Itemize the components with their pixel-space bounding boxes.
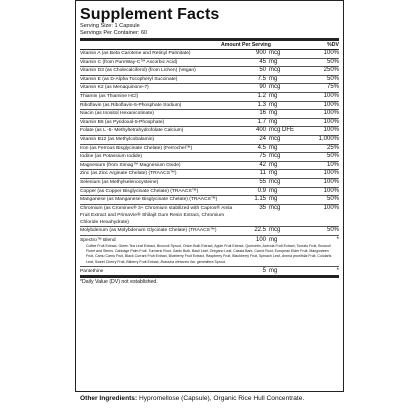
nutrient-row	[80, 188, 339, 197]
amount-header: Amount Per Serving	[221, 42, 271, 48]
spectro-dv: *	[336, 236, 339, 243]
nutrient-rows	[80, 50, 339, 236]
nutrient-name: Zinc (as Zinc Arginate Chelate) (TRAACS™)	[80, 171, 177, 177]
nutrient-value: 400	[255, 127, 266, 134]
nutrient-row	[80, 50, 339, 59]
nutrient-value: 7.5	[257, 75, 266, 82]
nutrient-name: Copper (as Copper Bisglycinate Chelate) (TRAACS™)	[80, 188, 199, 194]
nutrient-row	[80, 93, 339, 102]
nutrient-dv: 100%	[323, 178, 339, 185]
nutrient-name: Folate (as L -5- Methyltetrahydrofolate Calcium)	[80, 128, 184, 134]
nutrient-value: 24	[259, 135, 266, 142]
nutrient-name: Iron (as Ferrous Bisglycinate Chelate) (Ferrochel™)	[80, 145, 193, 151]
nutrient-value: 90	[259, 84, 266, 91]
nutrient-name: Magnesium (from Simag™ Magnesium Oxide)	[80, 162, 181, 168]
ingredients-text-mid: Fruit, Cololarts Leaf, Sweet Cherry Fruit, Bilberry Fruit Extract,	[86, 254, 332, 264]
nutrient-unit: mcg	[269, 67, 281, 74]
nutrient-dv: 100%	[323, 170, 339, 177]
ingredients-italic-brassica: Brassica oleracea	[160, 259, 189, 264]
nutrient-dv: 1,000%	[318, 135, 339, 142]
nutrient-row	[80, 119, 339, 128]
nutrient-dv: 100%	[323, 187, 339, 194]
nutrient-dv: 100%	[323, 110, 339, 117]
nutrient-dv: 25%	[326, 144, 339, 151]
nutrient-unit: mcg DFE	[269, 127, 295, 134]
nutrient-value: 45	[259, 58, 266, 65]
nutrient-dv: 10%	[326, 161, 339, 168]
panel-title: Supplement Facts	[80, 6, 220, 23]
nutrient-row	[80, 136, 339, 145]
nutrient-value: 42	[259, 161, 266, 168]
nutrient-row	[80, 127, 339, 136]
ingredients-text-end: Var. gemmifera Sprout.	[188, 259, 226, 264]
nutrient-unit: mg	[269, 196, 278, 203]
nutrient-unit: mg	[269, 101, 278, 108]
nutrient-dv: 50%	[326, 58, 339, 65]
nutrient-unit: mcg	[269, 227, 281, 234]
nutrient-row	[80, 196, 339, 205]
nutrient-unit: mg	[269, 75, 278, 82]
nutrient-value: 16	[259, 110, 266, 117]
nutrient-row	[80, 59, 339, 68]
spectro-blend-row	[80, 236, 339, 244]
spectro-name: Spectro™ Blend	[80, 237, 116, 243]
nutrient-value: 1.7	[257, 118, 266, 125]
nutrient-value: 1.15	[254, 196, 266, 203]
nutrient-value: 11	[259, 170, 266, 177]
servings-per-container: Servings Per Container: 60	[80, 30, 148, 36]
nutrient-name: Thiamin (as Thiamine HCl)	[80, 93, 139, 99]
nutrient-value: 22.5	[254, 227, 266, 234]
nutrient-unit: mg	[269, 144, 278, 151]
column-header	[80, 41, 339, 50]
nutrient-row	[80, 162, 339, 171]
ingredients-italic-aronia: Aronia prunifolia	[281, 254, 308, 259]
pantethine-name: Pantethine	[80, 268, 104, 274]
nutrient-unit: mcg	[269, 153, 281, 160]
spectro-unit: mg	[269, 236, 278, 243]
nutrient-value: 75	[259, 153, 266, 160]
spectro-value: 100	[255, 236, 266, 243]
pantethine-unit: mg	[269, 267, 278, 274]
nutrient-dv: 100%	[323, 101, 339, 108]
nutrient-name: Vitamin K2 (as Menaquinone-7)	[80, 85, 149, 91]
nutrient-row	[80, 84, 339, 93]
nutrient-unit: mcg	[269, 50, 281, 56]
nutrient-name: Niacin (as Inositol Hexanicotinate)	[80, 111, 154, 117]
nutrient-value: 4.5	[257, 144, 266, 151]
nutrient-unit: mg	[269, 170, 278, 177]
nutrient-value: 35	[259, 204, 266, 211]
nutrient-row	[80, 153, 339, 162]
nutrient-dv: 75%	[326, 84, 339, 91]
nutrient-dv: 100%	[323, 92, 339, 99]
pantethine-row	[80, 267, 339, 279]
nutrient-name: Riboflavin (as Riboflavin-5-Phosphate Sodium)	[80, 102, 182, 108]
nutrient-unit: mcg	[269, 84, 281, 91]
nutrient-name: Vitamin D3 (as Cholecalciferol) (from Lichen) (Vegan)	[80, 68, 196, 74]
nutrient-name: Vitamin C (from PureWay-C™ Ascorbic Acid)	[80, 59, 178, 65]
footnote: *Daily Value (DV) not established.	[80, 279, 158, 286]
nutrient-row	[80, 170, 339, 179]
nutrient-name: Vitamin B12 (as Methylcobalamin)	[80, 136, 155, 142]
dv-header: %DV	[327, 42, 339, 48]
nutrient-unit: mg	[269, 58, 278, 65]
nutrient-unit: mg	[269, 118, 278, 125]
ingredients-text: Coffee Fruit Extract, Green Tea Leaf Extract, Broccoli Sprout, Onion Bulb Extract, Apple Fruit Extract, Quercetin, Acerola Fruit Extract, Tomato Fruit, Broccoli Floret and Stems, Cabbage Palm Fruit, Turmeric Root, Garlic Bulb, Basil Leaf, Oregano Leaf, Cassia Bark, Carrot Root, European Elder Fruit, Mangosteen Fruit, Camu Camu Fruit, Black Currant Fruit Extract, Blueberry Fruit Extract, Raspberry Fruit, Blackberry Fruit, Spinach Leaf,	[86, 243, 331, 259]
pantethine-value: 5	[262, 267, 266, 274]
other-ingredients	[80, 395, 350, 403]
nutrient-row	[80, 227, 339, 236]
nutrient-row	[80, 67, 339, 76]
nutrient-value: 55	[259, 178, 266, 185]
nutrient-unit: mg	[269, 92, 278, 99]
nutrient-dv: 100%	[323, 127, 339, 134]
nutrient-name: Manganese (as Manganese Bisglycinate Chelate) (TRAACS™)	[80, 197, 218, 203]
nutrient-dv: 100%	[323, 118, 339, 125]
nutrient-dv: 50%	[326, 153, 339, 160]
nutrient-value: 1.3	[257, 101, 266, 108]
nutrient-row	[80, 102, 339, 111]
pantethine-dv: *	[336, 267, 339, 274]
nutrient-dv: 50%	[326, 196, 339, 203]
nutrient-unit: mcg	[269, 178, 281, 185]
nutrient-unit: mg	[269, 187, 278, 194]
supplement-facts-panel	[75, 0, 344, 392]
nutrient-row	[80, 76, 339, 85]
nutrient-dv: 50%	[326, 227, 339, 234]
nutrient-dv: 100%	[323, 50, 339, 56]
nutrient-name: Vitamin E (as D-Alpha Tocopheryl Succinate)	[80, 76, 178, 82]
nutrient-unit: mg	[269, 161, 278, 168]
other-ingredients-label: Other Ingredients:	[80, 395, 138, 402]
nutrient-value: 900	[255, 50, 266, 56]
serving-size: Serving Size: 1 Capsule	[80, 23, 140, 29]
spectro-ingredients	[80, 244, 339, 267]
nutrient-unit: mcg	[269, 135, 281, 142]
nutrient-row	[80, 110, 339, 119]
nutrient-value: 0.9	[257, 187, 266, 194]
nutrient-name: Selenium (as Methylselenocysteine)	[80, 179, 159, 185]
nutrient-dv: 250%	[323, 67, 339, 74]
nutrient-name: Vitamin B6 (as Pyridoxal-5-Phosphate)	[80, 119, 165, 125]
nutrient-value: 50	[259, 67, 266, 74]
nutrient-unit: mcg	[269, 204, 281, 211]
nutrient-name: Chromium (as Crominex® 3+ Chromium stabilized with Capros® Amla Fruit Extract and PrimaVie® Shilajit Gum Resin Extract, Chromium Chloride Hexahydrate)	[80, 205, 233, 226]
nutrient-unit: mg	[269, 110, 278, 117]
other-ingredients-text: Hypromellose (Capsule), Organic Rice Hull Concentrate.	[137, 395, 305, 402]
nutrient-row	[80, 179, 339, 188]
nutrient-name: Iodine (as Potassium Iodide)	[80, 154, 142, 160]
nutrient-row	[80, 145, 339, 154]
nutrient-dv: 50%	[326, 75, 339, 82]
nutrient-dv: 100%	[323, 204, 339, 211]
nutrient-name: Vitamin A (as Beta Carotene and Retinyl Palmitate)	[80, 51, 191, 56]
nutrient-name: Molybdenum (as Molybdenum Glycinate Chelate) (TRAACS™)	[80, 228, 217, 234]
nutrient-row	[80, 205, 339, 228]
nutrient-value: 1.2	[257, 92, 266, 99]
